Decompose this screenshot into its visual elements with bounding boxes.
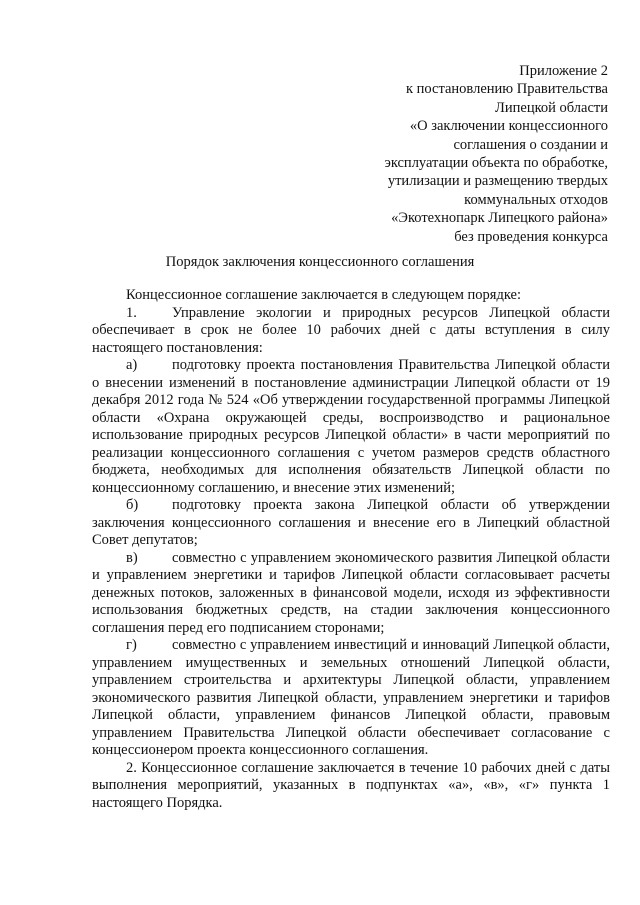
list-marker: в) (126, 549, 138, 566)
appendix-line: коммунальных отходов (464, 191, 608, 208)
list-marker: а) (126, 357, 138, 373)
list-item-g (92, 637, 610, 760)
list-item-text: подготовку проекта постановления Правительства Липецкой области о внесении изменений в постановление администрации Липецкой области от 19 декабря 2012 года № 524 «Об утверждении государственной программы Липецкой области «Охрана окружающей среды, воспроизводство и рациональное использование природных ресурсов Липецкой области» в части мероприятий по реализации концессионного соглашения с учетом размеров средств областного бюджета, необходимых для исполнения обязательств Липецкой области по концессионному соглашению, и внесение этих изменений; (92, 357, 610, 496)
list-item-text: совместно с управлением экономического развития Липецкой области и управлением энергетики и тарифов Липецкой области согласовывает расчеты денежных потоков, заложенных в финансовой модели, исходя из эффективности использования бюджетных средств, на стадии заключения концессионного соглашения перед его подписанием сторонами; (92, 549, 610, 636)
appendix-line: Приложение 2 (519, 63, 608, 79)
list-marker: б) (126, 497, 139, 513)
appendix-line: соглашения о создании и (453, 136, 608, 153)
appendix-line: без проведения конкурса (454, 228, 608, 245)
appendix-header (278, 62, 608, 246)
list-item-text: Управление экологии и природных ресурсов Липецкой области обеспечивает в срок не более 10 рабочих дней с даты вступления в силу настоящего постановления: (92, 304, 610, 356)
list-item-a (92, 357, 610, 497)
appendix-line: утилизации и размещению твердых (387, 173, 608, 190)
list-item-text: совместно с управлением инвестиций и инноваций Липецкой области, управлением имущественных и земельных отношений Липецкой области, управлением строительства и архитектуры Липецкой области, управлением экономического развития Липецкой области, управлением энергетики и тарифов Липецкой области, управлением финансов Липецкой области, правовым управлением Правительства Липецкой области обеспечивает согласование с концессионером проекта концессионного соглашения. (92, 637, 610, 758)
document-body (92, 287, 610, 812)
list-item-v (92, 550, 610, 638)
appendix-line: эксплуатации объекта по обработке, (384, 155, 608, 172)
list-marker: 1. (126, 304, 137, 321)
intro-paragraph: Концессионное соглашение заключается в следующем порядке: (126, 287, 521, 303)
list-item-1 (92, 305, 610, 358)
list-item-b (92, 497, 610, 550)
final-paragraph: 2. Концессионное соглашение заключается в течение 10 рабочих дней с даты выполнения мероприятий, указанных в подпунктах «а», «в», «г» пункта 1 настоящего Порядка. (92, 759, 610, 811)
appendix-line: к постановлению Правительства (406, 81, 608, 98)
appendix-line: «Экотехнопарк Липецкого района» (391, 210, 608, 227)
appendix-line: Липецкой области (495, 99, 608, 116)
list-item-text: подготовку проекта закона Липецкой области об утверждении заключения концессионного соглашения и внесение его в Липецкий областной Совет депутатов; (92, 497, 610, 548)
list-marker: г) (126, 637, 137, 653)
document-title: Порядок заключения концессионного соглашения (165, 254, 475, 270)
appendix-line: «О заключении концессионного (409, 118, 608, 135)
